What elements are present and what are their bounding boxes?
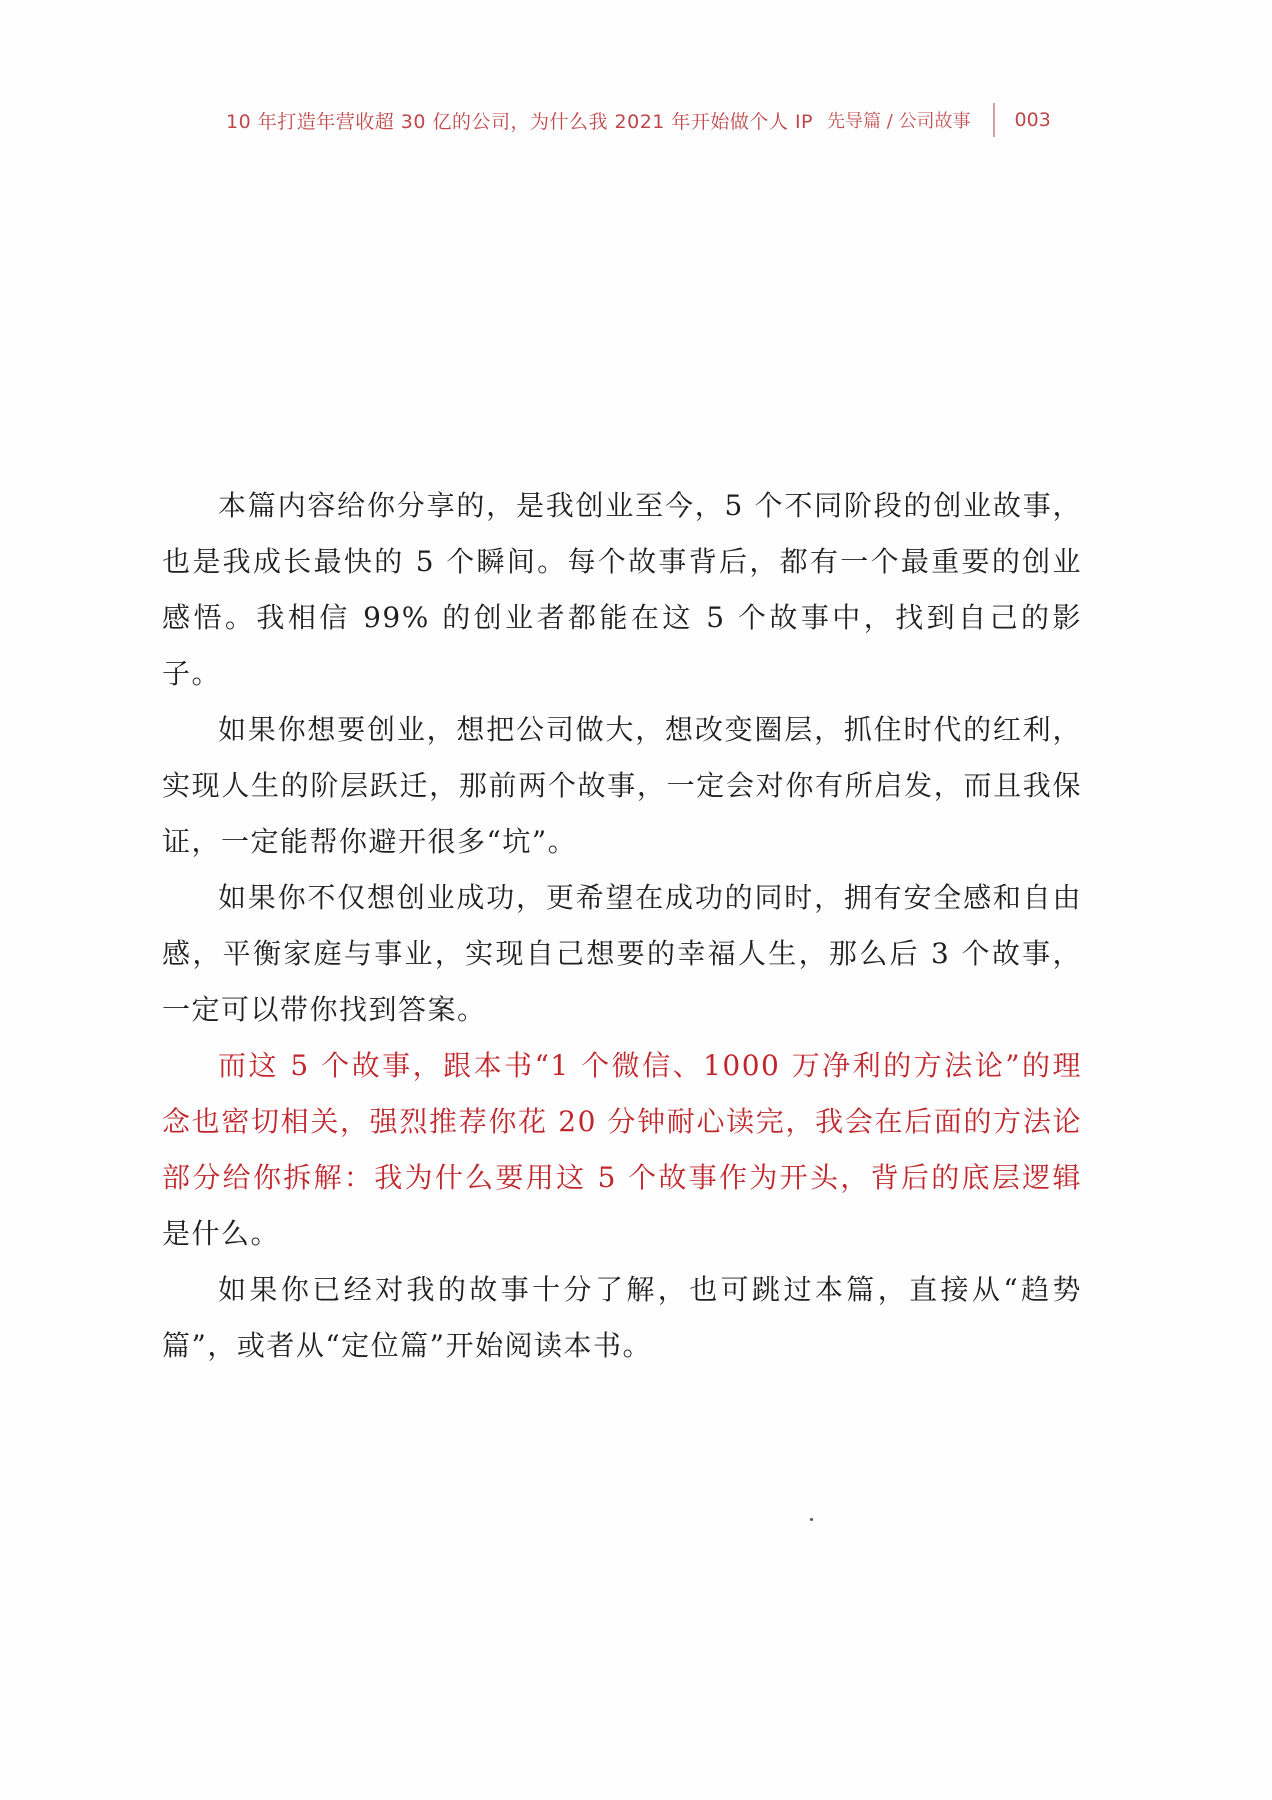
paragraph-first-two-stories: 如果你想要创业，想把公司做大，想改变圈层，抓住时代的红利，实现人生的阶层跃迁，那前两个故事，一定会对你有所启发，而且我保证，一定能帮你避开很多“坑”。	[162, 713, 1082, 858]
running-header	[226, 100, 1076, 140]
header-title: 10 年打造年营收超 30 亿的公司，为什么我 2021 年开始做个人 IP	[226, 110, 814, 133]
header-stamp: 先导篇 / 公司故事	[827, 111, 971, 132]
scan-speck	[810, 1518, 813, 1521]
highlighted-text: 而这 5 个故事，跟本书“1 个微信、1000 万净利的方法论”的理念也密切相关，强烈推荐你花 20 分钟耐心读完，我会在后面的方法论部分给你拆解：我为什么要用这 5 个故事作为开头，背后的底层逻辑	[162, 1049, 1082, 1194]
highlighted-tail-text: 是什么。	[162, 1217, 281, 1250]
paragraph-last-three-stories: 如果你不仅想创业成功，更希望在成功的同时，拥有安全感和自由感，平衡家庭与事业，实现自己想要的幸福人生，那么后 3 个故事，一定可以带你找到答案。	[162, 881, 1082, 1026]
paragraph-intro: 本篇内容给你分享的，是我创业至今，5 个不同阶段的创业故事，也是我成长最快的 5 个瞬间。每个故事背后，都有一个最重要的创业感悟。我相信 99% 的创业者都能在这 5 个故事中，找到自己的影子。	[162, 489, 1082, 690]
page-number: 003	[1014, 109, 1051, 131]
paragraph-skip-note: 如果你已经对我的故事十分了解，也可跳过本篇，直接从“趋势篇”，或者从“定位篇”开始阅读本书。	[162, 1273, 1082, 1362]
body-text	[162, 478, 1082, 1374]
header-divider	[993, 103, 995, 137]
paragraph-highlighted	[162, 1038, 1082, 1262]
